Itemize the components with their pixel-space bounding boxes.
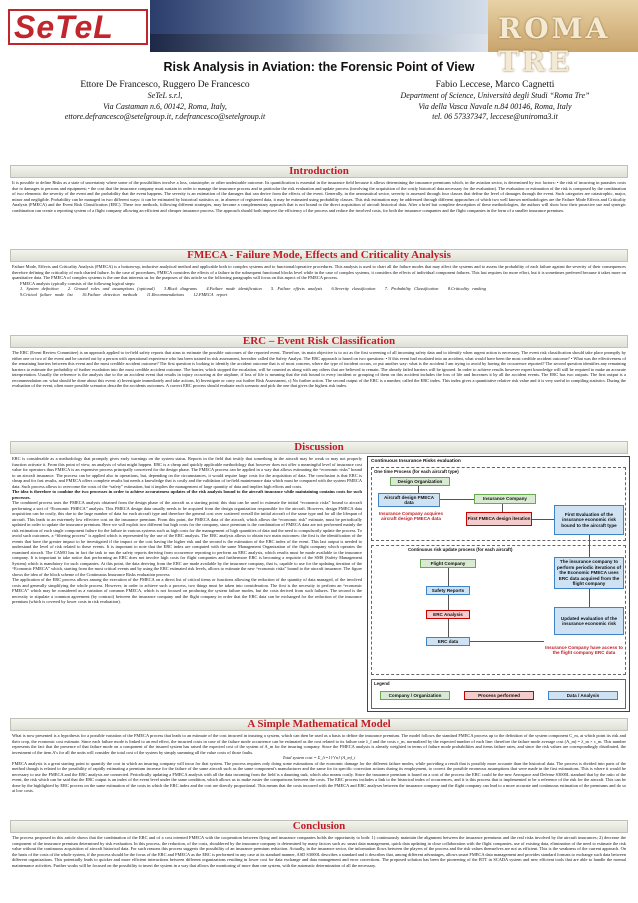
- introduction-text: It is possible to define Risks as a state of uncertainty where some of the possibilities involve a loss, catastrophe, or other undesirable outcome. Its quantification is essential in the insurance field because it allows determining the insurance premiums which, in the aviation sector, is determined by two factors: • the risk of incurring in parasites costs due to damages to persons and equipment; • the cost that the insurance company must sustain in order to manage the insurance process and in particular the risk evaluation and update process (involving the acquisition of the costly historical data necessary for the evaluation). The evaluation or estimation of the risk is composed by the combination of two elements: the severity of the event and the probability that the event happens. The severity is an estimation of the damages that can derive from the effects of the event. Generally, in the aeronautical sector, severity is assessed through four classes that define the level of damages through the event. Such categories are catastrophic, major, minor and negligible. Probability can be managed in two different ways: it can be estimated by historical statistics or, in absence of registered data, it may be estimated using probability classes. This risk estimation may be addressed through different approaches of which two well known methodologies are the Failure Mode Effects and Criticality Analysis (FMECA) and the Event Risk Classification (ERC). These two methods, following different strategies, may become a complementary approach that is not bound to the direct acquisition of aircraft historical data. After a brief but complete description of these methodologies, the authors will show how their proactive use and synergic combination can create a reporting system of a flight company allowing an efficient and cheaper insurance process. The approach should both improve the efficiency of the process and reduce the involved costs, for both the insurance companies and the flight companies in the form of a smaller insurance premium.: [12, 180, 626, 213]
- authors-left: [40, 79, 290, 123]
- erc-analysis-node: ERC Analysis: [426, 610, 470, 619]
- legend-process: Process performed: [464, 691, 534, 700]
- fmeca-header: FMECA - Failure Mode, Effects and Criticality Analysis: [10, 249, 628, 262]
- authors-right-names: Fabio Leccese, Marco Cagnetti: [435, 80, 555, 90]
- design-org-node: Design Organization: [390, 477, 450, 486]
- first-eval-node: First Evaluation of the insurance economic risk bound to the aircraft type: [554, 505, 624, 535]
- conclusion-text: The process proposed in this article shows that the combination of the ERC and of a cost oriented FMECA with the cooperation between flying and insurance companies holds the opportunity to both: 1) continuously maintain the alignment between the insurance premiums and the real risks involved by the aircraft insurances; 2) decrease the component of the insurance premium determined by risk evaluation. In this process, the reduction, of the costs, shouldered by the insurance company is determined by many factors such as: smart data management, quick data updating in close collaboration with the flight companies, use of existing data, elimination of the need to estimate the risk value without the continuous acquisition of aircraft historical data. For such reasons this process suggests the possibility of an insurance premium reduction. Actually, in the insurance sector, the information flows between the players of the process and the risk values themselves are not as efficient. This is the weakness of the current approach. On the basis of the costs of the whole system, if the process should be the focus of the ERC and FMECA as the ERC is performed in any case at its standard manner, ASD S3000L describes a standard and it describes that, among different advantages, allows smart FMECA data management and provides standard formats to exchange such data between different organizations. This potentially leads to quicker and more efficient interactions between different organizations resulting in lower cost for data exchange and data management and error corrections. The proposed solution has been the pioneering of the BTT in SCADA system and new efficient tools that are able to handle the normal maintenance activities. Further works will be focused on the possibility to insert the system in a way that allows the monitoring of more than one system, with the automatic determination of all the necessary.: [12, 835, 626, 868]
- continuous-label: Continuous risk update process (for each aircraft): [408, 547, 513, 552]
- diagram-title: Continuous Insurance Risks evaluation: [371, 459, 461, 464]
- erc-data-node: ERC data: [426, 637, 470, 646]
- fmeca-text: Failure Mode, Effects and Criticality Analysis (FMECA) is a bottom-up, inductive analytical method and applicable both to complex systems and to functional/operative procedures. This analysis is used to chart all the failure modes that may affect the systems and to assess the probability of each failure against the severity of their consequences therefore defining the criticality of each charted failure. In the case of procedures, FMECA considers the effects of a failure in the subsequent functional blocks level while in the case of complex systems, it considers the effects of individual component failures. This last requires far more effort, but it is sometimes preferred because it takes more on quantitative data. The FMECA of complex systems is the one that interests us for the purposes of this article so the following paragraphs will focus on this aspect of the FMECA process. FMECA analysis typically consists of the following logical steps: 1. System definition 2. Ground rules and assumptions (optional) 3.Block diagrams 4.Failure mode identification 5. Failure effects analysis 6.Severity classification 7. Probability Classification 8.Criticality ranking 9.Critical failure mode list 10.Failure detection methods 11.Recommendations 12.FMECA report: [12, 264, 626, 297]
- flight-company-node: Flight Company: [420, 559, 476, 568]
- authors-left-address: Via Castaman n.6, 00142, Roma, Italy,: [103, 101, 227, 111]
- safety-reports-node: Safety Reports: [426, 586, 470, 595]
- poster-title: Risk Analysis in Aviation: the Forensic Point of View: [163, 60, 475, 74]
- legend-company: Company / Organization: [380, 691, 450, 700]
- authors-left-names: Ettore De Francesco, Ruggero De Francesco: [80, 80, 250, 90]
- erc-header: ERC – Event Risk Classification: [10, 335, 628, 348]
- continuous-risk-diagram: [367, 456, 630, 712]
- authors-right-address: Via della Vasca Navale n.84 00146, Roma, Italy: [418, 101, 572, 111]
- authors-right-emails: tel. 06 57337347, leccese@uniroma3.it: [432, 112, 558, 121]
- updated-eval-node: Updated evaluation of the insurance economic risk: [554, 607, 624, 635]
- first-fmeca-node: First FMECA design iteration: [466, 512, 532, 526]
- authors-left-emails: ettore.defrancesco@setelgroup.it, r.defrancesco@setelgroup.it: [64, 112, 266, 121]
- roma-tre-logo: ROMA TRE: [488, 0, 638, 52]
- one-time-label: One time Process (for each aircraft type): [374, 469, 459, 474]
- erc-text: The ERC (Event Review Committee) is an approach applied to in-field safety reports that aims to estimate the possible outcomes of the reported event. Therefore, its main objective is to act as the first screening of all incoming safety data and to identify when urgent action is necessary. The event risk classification should take place promptly by either one or two of the event and be carried out by a person with operational experience who has been trained in risk assessment, hereafter called the Safety Analyst. The ERC approach is based on two questions: • If this event had escalated into an accident, what would have been the most credible accident outcome? • What was the effectiveness of the remaining barriers between this event and the most credible accident outcome? The first question is looking to identify the accident outcome that is of most concern, where the type of incident occurs, or put another way: what is the accident I am trying to avoid by having the occurrence reported? The second question identifies any remaining barriers to estimate the probability of further escalation into the most credible accident outcome. The barrier, which stopped the escalation, will be counted as along with any others that are believed to remain. The already failed barriers will be ignored. In order to achieve results however expert knowledge will still be required to make an accurate interpretation. Usually the reference is the analysis due to the an accident event that results in injury occurring at the airplane, if loss of life is meaning that the risk bound to every incident or grouping of them on this accident includes the loss of life and Increases it by all the accident events. The ERC has two outputs. The first output is a recommendation on: what should be done about this event: a) Investigate immediately and take actions, b) Investigate or carry out further Risk Assessment, c) No further action. The second output of the ERC is a number, called the ERC index. This index gives a quantitative relative risk value and it is very useful in compiling statistics. During the evaluation of the event, often more possible scenarios describe the accidents outcomes. A correct ERC process should evaluate each scenario and pick the one that gives the highest risk index.: [12, 350, 626, 388]
- cost-formula: Total system cost = Σ_{i=1}^{n} (A_m)_i: [282, 755, 356, 760]
- authors-right: [360, 79, 630, 123]
- legend-data: Data / Analysis: [548, 691, 618, 700]
- insurance-company-node: Insurance Company: [474, 494, 536, 504]
- pays-less-label: Insurance Company have access to the flight company ERC data: [545, 644, 623, 655]
- setel-logo: SeTeL: [0, 0, 150, 52]
- introduction-header: Introduction: [10, 165, 628, 178]
- banner-image: [150, 0, 488, 52]
- authors-left-org: SeTeL s.r.l,: [147, 91, 183, 100]
- authors-right-org: Department of Science, Università degli Studi “Roma Tre”: [400, 91, 590, 100]
- conclusion-header: Conclusion: [10, 820, 628, 833]
- simple-model-text: What is now presented is a hypothesis for a possible variation of the FMECA process that leads to an estimate of the cost incurred in insuring a system, which can then be used as a basis to define the insurance premium. The model follows the standard FMECA process up to the definition of the system component C_m, at which point its risk and their crop, the economic cost estimate. Since each failure mode is linked to an end effect, the incurred costs in case of the failure mode occurrence can be estimated as the cost related to its failure rate λ_f and the costs c_m, normalized by the expected number of each line: therefore the failure mode average cost (A_m) = λ_m × c_m. This number represents the fact that the presence of that failure mode on a component of the insured system has raised the expected cost of the system of A_m for the insuring company. Since the FMECA analysis is already weighted in terms of failure mode probabilities and items failure rates, and since the risk values are correspondingly distributed, the investment of the item A's for all the units will consider the total cost of the system by simply summing all the value costs of those faults. Total system cost = Σ_{i=1}^{n} (A_m)_i FMECA analysis is a great starting point to quantify the cost in which an insuring company will incur for that system. The process requires only doing some estimations of the economic damage for the different failure modes, while providing a result that is possibly more accurate than the historical data. The process is divided into parts of the method though is related to the possibility of rapidly estimating a premium increase for the failure of the same aircraft such as the same component's manufacturer and the same for its specific correction actions during its employment, to correct the possible erroneous assumptions that were made in the first estimations. This is where it would be necessary to use the FMECA and the ERC analysis are connected. Periodically updating a FMECA analysis with all the data incoming from the field is a daunting task, which also means costly. Since the insurance premium is based on a cost of the process the ERC could be the new Aerospace and Defense S3000L standard that by the ratio of the event, the risk which can be said that the ERC output is an index of the event level under the same condition, which allows us to make easier the comparisons between the costs. The ERC process includes a link to the historical index of occurrences, and it is this process that is implemented to be a reference of the risk for the aircraft. This can be done by the highlighted by ERC process on the same estimation of the costs in which the ERC index and the cost are directly proportional. This means that the costs incurred with the FMECA and ERC analyses between the insurance company and the flight company can lead to a more accurate and continuous estimation of the premiums and do so at low costs.: [12, 733, 626, 793]
- discussion-header: Discussion: [10, 441, 628, 454]
- performs-node: The insurance company to perform periodic iterations of the Economic FMECA uses ERC data acquired from the flight company: [554, 557, 624, 589]
- simple-model-header: A Simple Mathematical Model: [10, 718, 628, 731]
- aircraft-design-node: Aircraft design FMECA data: [378, 493, 440, 507]
- acquires-label: Insurance Company acquires aircraft design FMECA data: [378, 510, 444, 521]
- legend-label: Legend: [374, 681, 390, 686]
- discussion-text: ERC is considerable as a methodology that promptly gives early warnings on the system status. Reports in the field that testify that something in the aircraft may be weak or may not properly function activate it. From this point of view, an analysis of what might happen. ERC is a cheap and quickly applicable methodology that however does not offer a meaningful level of insurance cost value for operators thus FMECA is an expensive process principally conceived for the design phase. The FMECA process can be applied in a way that allows estimating the “economic risks” bound to an aircraft insurance. The process can be applied also in operations, but, depending on the circumstances, it would require large costs for the acquisition of data. The conclusion is that ERC is cheap and for fast results, and FMECA offers complete results but needs a knowledge that is costly and the validation of in-field maintenance data which must be compared with the system FMECA data. Such process allows to overcome the costs of the “safety” estimation, but it implies the management of large quantity of data and implies high efforts and costs. The idea is therefore to combine the two processes in order to achieve accurateness updates of the risk analysis bound to the aircraft insurance while maintaining contains costs for such processes. The combined process uses the FMECA analysis obtained from the design phase of the aircraft as a starting point; this data can be used to estimate the initial “economic risks” bound to aircraft performing a sort of “Economic FMECA” analysis. This FMECA design data usually needs to be acquired from the design organization responsible for the aircraft. However, design FMECA data acquisition can be costly, this due to the large number of data for each aircraft type and therefore the general cost over scattered overall the initial aircraft of the same type and for all the lifespan of aircraft. This leads to an extremely low effective cost on the insurance premium. From this point, the FMECA data of the aircraft, which allows the “economic risk” estimate, must be periodically updated in order to update the insurance premium. Here we will exploit two different but high costs for the company, since premium is the combination of FMECA data are not performed mainly the risk estimation of each single component failure for the failure in various systems such as high costs for the management of high quantities of data and the need to compulsorily update the process. To avoid such outcomes, a “filtering process” is applied which is represented by the use of the ERC analysis. The ERC analysis allows to obtain two main outcomes: the first is the identification of the events that have the greater impact to be investigated if the impact or the cost having the higher risk and the second is the estimation of the ERC index of the event. This last output is needed to understand the level of risk related to these events. It is important to note that the ERC index are computed with the same Management Organization of the flight company which operates the examined aircraft. The CAMO has in fact the task to run the safety reports deriving from occurrence reporting to perform an ERC analysis, which results must be made available to the insurance company. It is important to take notice that performing an ERC does not involve high costs for flight companies and furthermore ERC is becoming a requisite of the SMS (Safety Management System) which is mandatory for such companies. At this point, the data deriving from the ERC are made available by the insurance company, that is, capable to use for the updating iteration of the “Economic FMECA” which, starting from the most critical events and by using the ERC estimated risk levels, allows to estimate the new “economic risks” bound to the aircraft insurance. The figure shows the idea of the block scheme of the Continuous Insurance Risks evaluation process. The application of the ERC process allows among the execution of the FMECA on a direct list of critical items or functions allowing the reduction of the quantity of data managed, of the involved costs and generally simplifying the whole process. However, in order to achieve such a process, two things must be taken into consideration. The first is the necessity to perform an “economic FMECA” which may be considered as a variation of common FMECA, which is not focused on producing the system failure modes, but the costs derived from such failures. The second is the necessity to stipulate a common agreement (by contract) between the insurance company and the flight company in order that the ERC data can be exchanged for the reduction of the insurance premium (which is covered by lower costs in risk evaluation).: [12, 456, 362, 604]
